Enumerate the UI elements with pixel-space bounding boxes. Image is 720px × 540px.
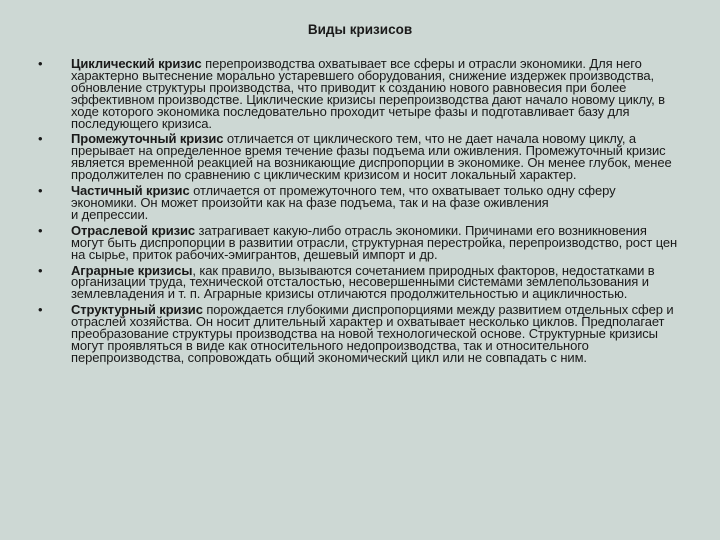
list-item bbox=[38, 133, 678, 181]
list-item bbox=[38, 222, 678, 262]
bullet-icon: • bbox=[38, 302, 43, 318]
list-item bbox=[38, 185, 678, 221]
bullet-icon: • bbox=[38, 56, 43, 71]
item-term: Структурный кризис bbox=[71, 302, 203, 318]
list-item bbox=[38, 304, 678, 364]
crisis-types-list bbox=[38, 58, 678, 368]
item-term: Частичный кризис bbox=[71, 183, 190, 199]
item-term: Промежуточный кризис bbox=[71, 131, 224, 147]
list-item bbox=[38, 262, 678, 302]
item-text: отличается от промежуточного тем, что охватывает только одну сферу экономики. Он может произойти как на фазе подъема, так и на фазе оживления bbox=[71, 183, 616, 210]
bullet-icon: • bbox=[38, 131, 43, 147]
bullet-icon: • bbox=[38, 262, 43, 278]
item-term: Циклический кризис bbox=[71, 56, 202, 71]
page-title: Виды кризисов bbox=[307, 22, 413, 37]
item-term: Отраслевой кризис bbox=[71, 222, 195, 238]
item-text: отличается от циклического тем, что не дает начала новому циклу, а прерывает на определенное время течение фазы подъема или оживления. Промежуточный кризис является временной реакцией на возникающие диспропорции в экономике. Он менее глубок, менее продолжителен по сравнению с циклическим кризисом и носит локальный характер. bbox=[71, 131, 672, 183]
list-item bbox=[38, 58, 678, 129]
item-text: перепроизводства охватывает все сферы и отрасли экономики. Для него характерно вытеснение морально устаревшего оборудования, снижение издержек производства, обновление структуры производства, что приводит к созданию нового равновесия при более эффективном производстве. Циклические кризисы перепроизводства дают начало новому циклу, в ходе которого экономика последовательно проходит четыре фазы и подготавливает базу для последующего кризиса. bbox=[71, 56, 665, 131]
item-continuation: и депрессии. bbox=[71, 206, 149, 222]
bullet-icon: • bbox=[38, 222, 43, 238]
item-term: Аграрные кризисы bbox=[71, 262, 193, 278]
item-text: , как правило, вызываются сочетанием природных факторов, недостатками в организации труда, технической отсталостью, несовершенными системами землепользования и землевладения и т. п. Аграрные кризисы отличаются продолжительностью и ацикличностью. bbox=[71, 262, 655, 302]
item-text: порождается глубокими диспропорциями между развитием отдельных сфер и отраслей хозяйства. Он носит длительный характер и охватывает несколько циклов. Предполагает преобразование структуры производства на новой технологической основе. Структурные кризисы могут проявляться в виде как относительного недопроизводства, так и относительного перепроизводства, сопровождать общий экономический цикл или не совпадать с ним. bbox=[71, 302, 674, 365]
item-text: затрагивает какую-либо отрасль экономики. Причинами его возникновения могут быть диспропорции в развитии отрасли, структурная перестройка, перепроизводство, рост цен на сырье, приток рабочих-эмигрантов, дешевый импорт и др. bbox=[71, 222, 678, 262]
bullet-icon: • bbox=[38, 183, 43, 199]
